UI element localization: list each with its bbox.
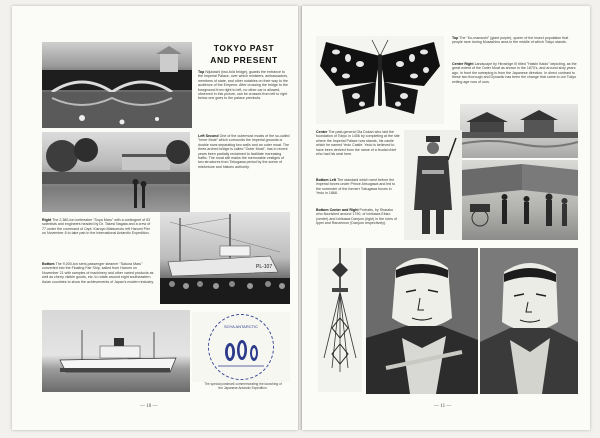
page-number-left: — 10 —: [140, 404, 158, 409]
caption-bottom-center-right: [316, 208, 400, 244]
caption-body: Nijubashi (two-fold bridge), guards the entrance to the Imperial Palace, over which ministers, ambassadors, members of state, and other notables on their way to the audience of the Emperor. After crossing the bridge to the foreground from right to left, no other car is allowed, observed in this picture, can be crossed from left to right below one goes to the palace precincts.: [198, 70, 288, 101]
caption-label: Right: [42, 218, 52, 222]
caption-sakura-maru: [42, 262, 154, 306]
caption-label: Bottom: [42, 262, 55, 266]
title-line-2: AND PRESENT: [210, 55, 278, 65]
page-number-right: — 11 —: [434, 404, 452, 409]
caption-label: Bottom Center and Right: [316, 208, 359, 212]
photo-street-scene: [462, 160, 578, 240]
caption-label: Top: [198, 70, 205, 74]
caption-butterfly: [452, 36, 578, 60]
caption-body: One of the outermost moats of the so-called "Inner Moat" which surrounds the Imperial grounds is double rows separating two walls and an outer moat. The three-arched bridge is called "Outer Moat", has in recent years been partially reclaimed to facilitate increasing traffic. The moat still marks the memorable vestiges of two structures from Tokugawa period by the scene of misfortune and historic authority.: [198, 134, 290, 169]
ship-hull-label: PL-107: [256, 264, 273, 270]
photo-nijubashi-bridge: [42, 42, 192, 128]
caption-body: The 9,000-ton semi-passenger steamer "Sakura Maru" converted into the Floating Fair Ship, sailed from Harumi on November 21 with samples of machinery and other varied products as well as cherry visible goods, etc. to rotate around eight southeastern Asian countries to show the achievements of Japan's modern industry.: [42, 262, 154, 284]
photo-sakura-maru-ship: [42, 310, 190, 392]
caption-label: Center: [316, 130, 328, 134]
caption-soya-maru: [42, 218, 154, 258]
caption-label: Center Right: [452, 62, 474, 66]
caption-body: The standard which went before the imperial forces under Prince Arisugawa and led to the surrender of the formerr Tokugawa forces in Yedo in 1868.: [316, 178, 396, 196]
caption-body: The "Ko-mamushi" (giant purple), queen of the insect population that people rave during Musashino area in the middle of which Tokyo stands.: [452, 36, 569, 45]
caption-top: [198, 70, 290, 132]
commemorative-stamp: [192, 312, 290, 382]
caption-bottom-left: [316, 178, 400, 206]
stamp-caption: The special postmark commemorating the launching of the Japanese Antarctic Expedition.: [204, 382, 282, 390]
photo-purple-emperor-butterfly: [316, 36, 444, 124]
photo-outer-moat: [42, 132, 190, 212]
photo-outer-moat-landscape: [460, 104, 578, 158]
caption-body: The 2,380-ton icebreaker "Soya Maru" with a contingent of 53 scientists and engineers headed by Dr. Takesi Nagata and a crew of 77 under the command of Capt. Kazuyo Matsumoto left Harumi Pier on November 8 to take part in the International Antarctic Expedition.: [42, 218, 151, 236]
photo-soya-maru-icebreaker: [160, 212, 290, 304]
caption-center-right: [452, 62, 578, 102]
caption-center: [316, 130, 400, 176]
caption-body: Landscape by Hiroshige III titled "Haishi Kaido" depicting, as the great extent of the Outer Moat as shown in the 1870's, and around sixty years ago. In front the sweeping is from the Japanese direction. In direct contrast to these two thorough and Dynastic has been the change that came to our Tokyo writing age now of ours.: [452, 62, 577, 84]
page-title: [198, 42, 290, 66]
photo-sharaku-portrait-danjuro: [480, 248, 578, 394]
left-page: [12, 6, 298, 430]
caption-label: Left Second: [198, 134, 219, 138]
stamp-text: SOYA ANTARCTIC: [223, 324, 259, 329]
photo-ota-dokan-figure: [404, 130, 462, 240]
photo-imperial-standard: [318, 248, 362, 392]
title-line-1: TOKYO PAST: [213, 43, 275, 53]
caption-label: Bottom Left: [316, 178, 337, 182]
right-page: [302, 6, 590, 430]
caption-body: The past-general Ota Dokan who laid the foundation of Tokyo in 1456 by completing at the site where the Imperial Palace now stands, his castle which he named Yedo Castle. Yedo is believed to have been derived from the name of a feudal chief who had his seat here.: [316, 130, 400, 157]
caption-body: Portraits, by Sharaku who flourished around 1790, of Ichikawa Ebizo (center) and Ichikawa Danjuro (right) in the roles of Ippei and Ranzemon (Danjuro respectively).: [316, 208, 397, 226]
caption-left-second: [198, 134, 290, 212]
caption-label: Top: [452, 36, 459, 40]
photo-sharaku-portrait-ebizo: [366, 248, 478, 394]
